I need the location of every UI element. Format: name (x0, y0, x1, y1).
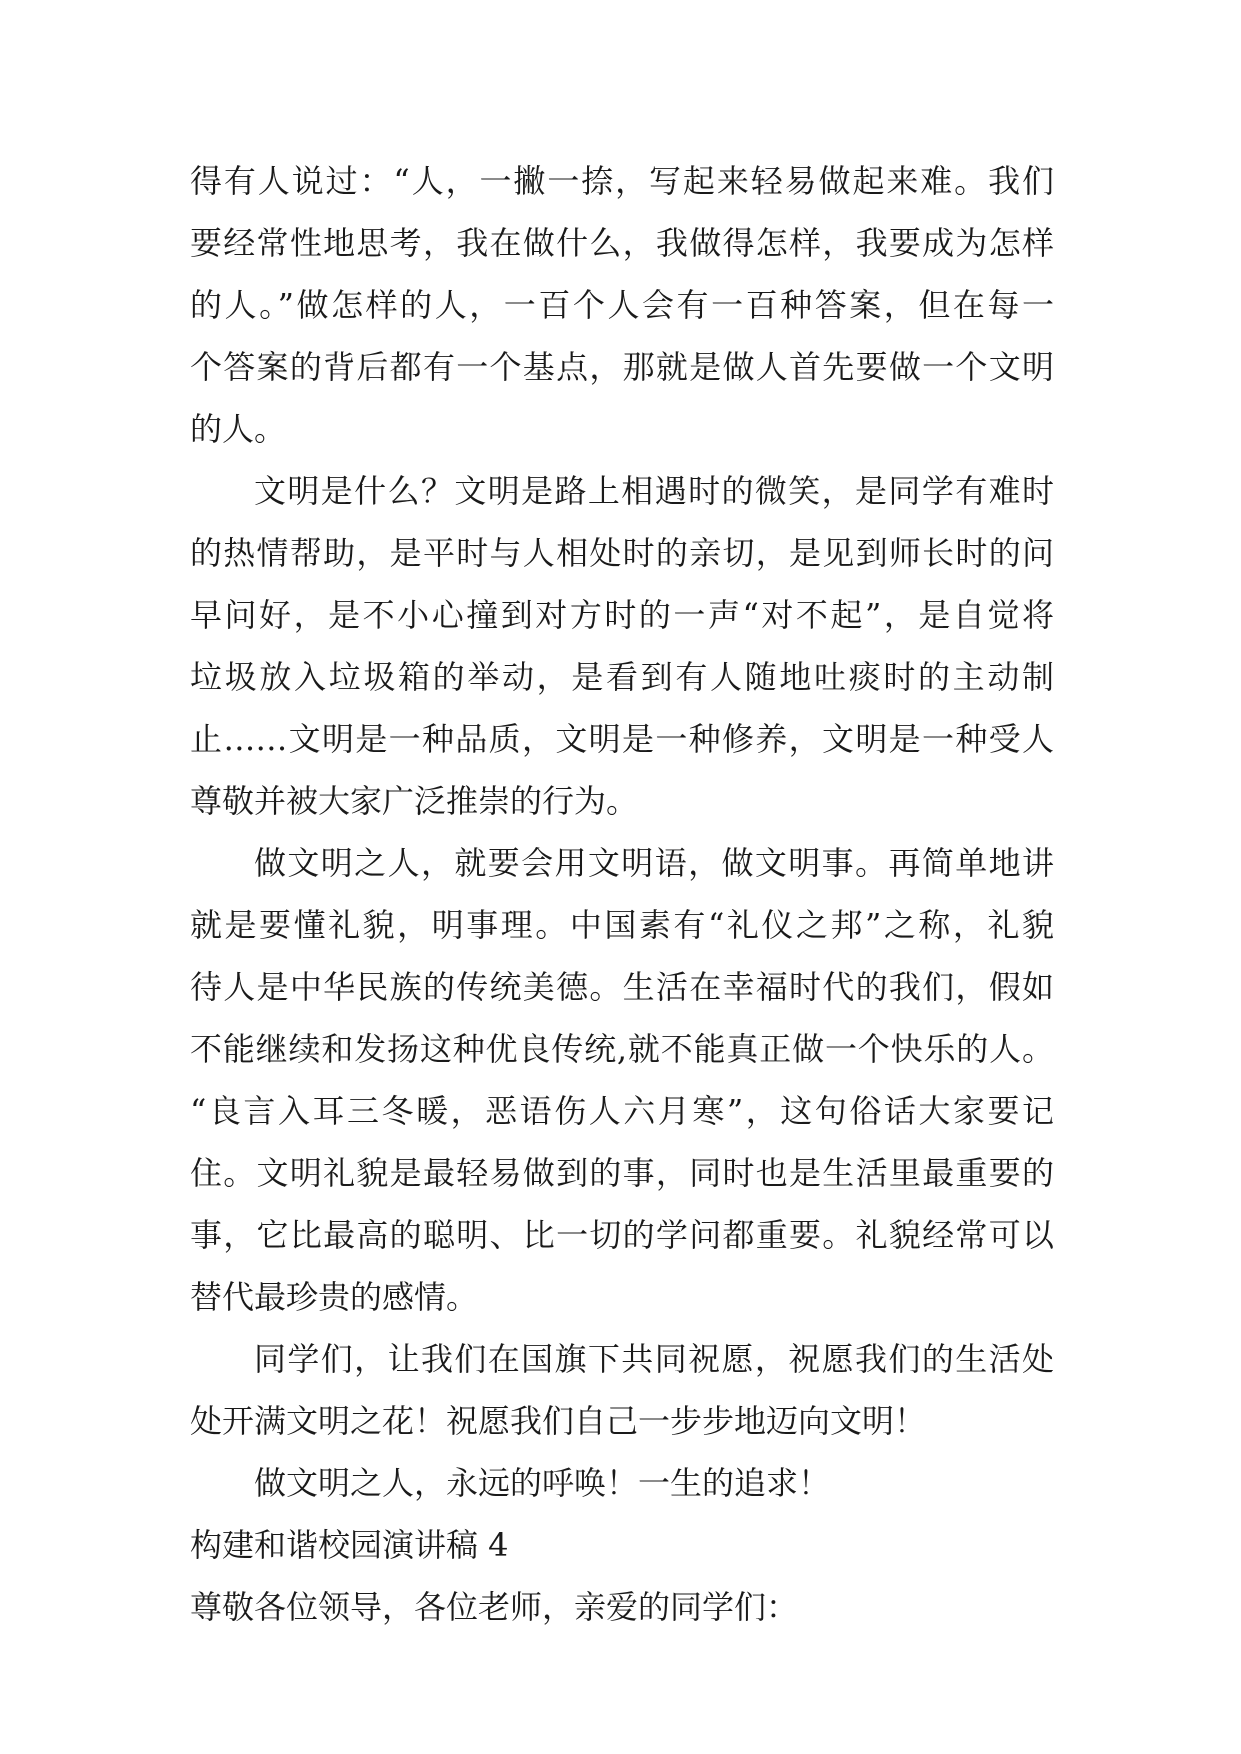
text-line: 文明是什么？文明是路上相遇时的微笑，是同学有难时 (254, 472, 1054, 510)
text-line: 垃圾放入垃圾箱的举动，是看到有人随地吐痰时的主动制 (190, 658, 1054, 696)
text-line: 个答案的背后都有一个基点，那就是做人首先要做一个文明 (190, 348, 1054, 386)
text-line: “良言入耳三冬暖，恶语伤人六月寒”，这句俗话大家要记 (190, 1092, 1054, 1130)
text-line: 处开满文明之花！祝愿我们自己一步步地迈向文明！ (190, 1402, 927, 1440)
salutation-block (190, 1576, 1054, 1638)
text-line: 尊敬并被大家广泛推崇的行为。 (190, 782, 639, 820)
text-line: 住。文明礼貌是最轻易做到的事，同时也是生活里最重要的 (190, 1154, 1054, 1192)
document-page (190, 150, 1054, 1638)
text-line: 待人是中华民族的传统美德。生活在幸福时代的我们，假如 (190, 968, 1054, 1006)
paragraph-civil-person (190, 832, 1054, 1328)
text-line: 不能继续和发扬这种优良传统,就不能真正做一个快乐的人。 (190, 1030, 1054, 1068)
text-line: 早问好，是不小心撞到对方时的一声“对不起”，是自觉将 (190, 596, 1054, 634)
text-line: 事，它比最高的聪明、比一切的学问都重要。礼貌经常可以 (190, 1216, 1054, 1254)
text-line: 得有人说过：“人，一撇一捺，写起来轻易做起来难。我们 (190, 162, 1054, 200)
paragraph-closing (190, 1452, 1054, 1514)
text-line: 的热情帮助，是平时与人相处时的亲切，是见到师长时的问 (190, 534, 1054, 572)
text-line: 止……文明是一种品质，文明是一种修养，文明是一种受人 (190, 720, 1054, 758)
text-line: 要经常性地思考，我在做什么，我做得怎样，我要成为怎样 (190, 224, 1054, 262)
text-line: 做文明之人，永远的呼唤！一生的追求！ (254, 1464, 831, 1502)
text-line: 就是要懂礼貌，明事理。中国素有“礼仪之邦”之称，礼貌 (190, 906, 1054, 944)
text-line: 同学们，让我们在国旗下共同祝愿，祝愿我们的生活处 (254, 1340, 1054, 1378)
salutation: 尊敬各位领导，各位老师，亲爱的同学们： (190, 1588, 799, 1626)
paragraph-intro (190, 150, 1054, 460)
text-line: 做文明之人，就要会用文明语，做文明事。再简单地讲 (254, 844, 1054, 882)
section-title: 构建和谐校园演讲稿 4 (190, 1526, 509, 1564)
section-heading (190, 1514, 1054, 1576)
text-line: 的人。”做怎样的人，一百个人会有一百种答案，但在每一 (190, 286, 1054, 324)
text-line: 替代最珍贵的感情。 (190, 1278, 479, 1316)
paragraph-what-is-civility (190, 460, 1054, 832)
paragraph-wishes (190, 1328, 1054, 1452)
text-line: 的人。 (190, 410, 287, 448)
